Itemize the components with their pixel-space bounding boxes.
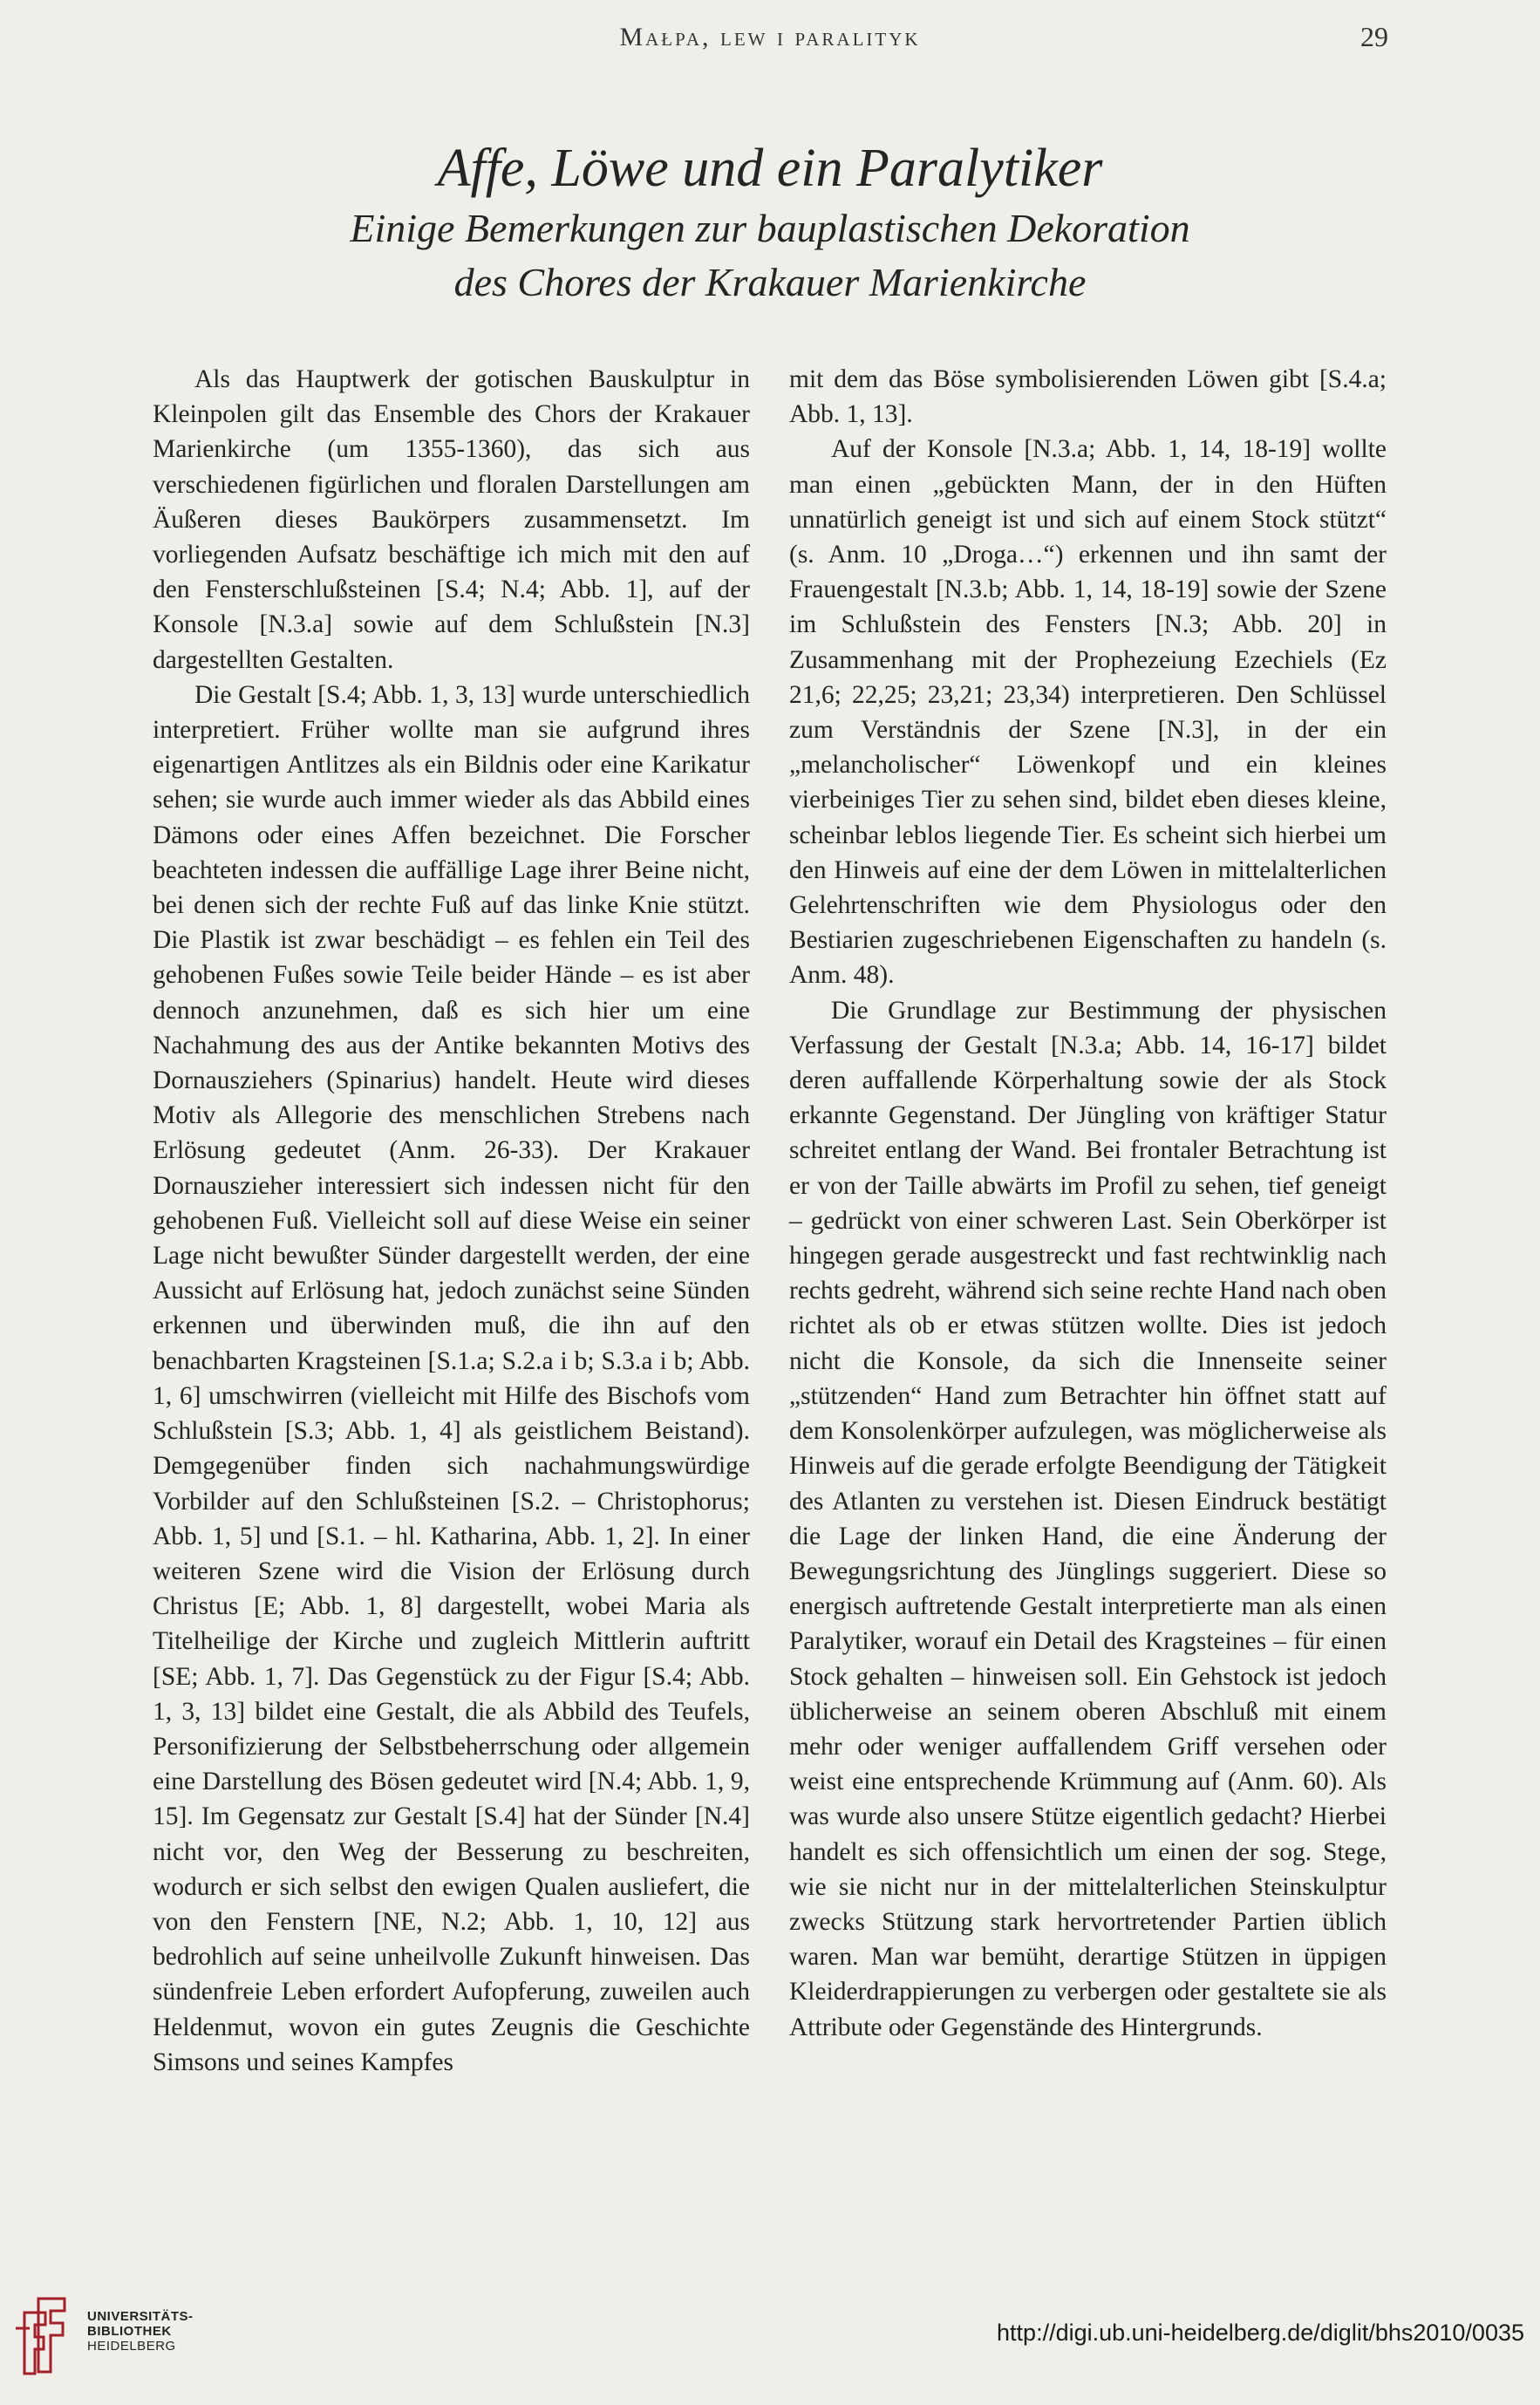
paragraph: mit dem das Böse symbolisierenden Löwen gibt [S.4.a; Abb. 1, 13]. xyxy=(789,365,1387,429)
article-subtitle-line-1: Einige Bemerkungen zur bauplastischen Dekoration xyxy=(350,206,1190,250)
source-url-link[interactable]: http://digi.ub.uni-heidelberg.de/diglit/bhs2010/0035 xyxy=(997,2320,1524,2346)
paragraph: Auf der Konsole [N.3.a; Abb. 1, 14, 18-19] wollte man einen „gebückten Mann, der in den Hüften unnatürlich geneigt ist und sich auf einem Stock stützt“ (s. Anm. 10 „Droga…“) erkennen und ihn samt der Frauengestalt [N.3.b; Abb. 1, 14, 18-19] sowie der Szene im Schlußstein des Fensters [N.3; Abb. 20] in Zusammenhang mit der Prophezeiung Ezechiels (Ez 21,6; 22,25; 23,21; 23,34) interpretieren. Den Schlüssel zum Verständnis der Szene [N.3], in der ein „melancholischer“ Löwenkopf und ein kleines vierbeiniges Tier zu sehen sind, bildet eben dieses kleine, scheinbar leblos liegende Tier. Es scheint sich hierbei um den Hinweis auf eine der dem Löwen in mittelalterlichen Gelehrtenschriften wie dem Physiologus oder den Bestiarien zugeschriebenen Eigenschaften zu handeln (s. Anm. 48). xyxy=(789,435,1387,990)
page-number: 29 xyxy=(1360,21,1388,52)
article-title-block xyxy=(0,135,1540,310)
library-logo[interactable] xyxy=(12,2293,204,2389)
logo-line: UNIVERSITÄTS- xyxy=(87,2309,194,2324)
left-column xyxy=(153,362,750,2080)
running-header: Małpa, lew i paralityk xyxy=(619,23,921,51)
logo-line: HEIDELBERG xyxy=(87,2339,176,2354)
library-logo-text xyxy=(87,2309,194,2354)
paragraph: Die Gestalt [S.4; Abb. 1, 3, 13] wurde unterschiedlich interpretiert. Früher wollte man sie aufgrund ihres eigenartigen Antlitzes als ein Bildnis oder eine Karikatur sehen; sie wurde auch immer wieder als das Abbild eines Dämons oder eines Affen bezeichnet. Die Forscher beachteten indessen die auffällige Lage ihrer Beine nicht, bei denen sich der rechte Fuß auf das linke Knie stützt. Die Plastik ist zwar beschädigt – es fehlen ein Teil des gehobenen Fußes sowie Teile beider Hände – es ist aber dennoch anzunehmen, daß es sich hier um eine Nachahmung des aus der Antike bekannten Motivs des Dornausziehers (Spinarius) handelt. Heute wird dieses Motiv als Allegorie des menschlichen Strebens nach Erlösung gedeutet (Anm. 26-33). Der Krakauer Dornauszieher interessiert sich indessen nicht für den gehobenen Fuß. Vielleicht soll auf diese Weise ein seiner Lage nicht bewußter Sünder dargestellt werden, der eine Aussicht auf Erlösung hat, jedoch zunächst seine Sünden erkennen und überwinden muß, die ihn auf den benachbarten Kragsteinen [S.1.a; S.2.a i b; S.3.a i b; Abb. 1, 6] umschwirren (vielleicht mit Hilfe des Bischofs vom Schlußstein [S.3; Abb. 1, 4] als geistlichem Beistand). Demgegenüber finden sich nachahmungswürdige Vorbilder auf den Schlußsteinen [S.2. – Christophorus; Abb. 1, 5] und [S.1. – hl. Katharina, Abb. 1, 2]. In einer weiteren Szene wird die Vision der Erlösung durch Christus [E; Abb. 1, 8] dargestellt, wobei Maria als Titelheilige der Kirche und zugleich Mittlerin auftritt [SE; Abb. 1, 7]. Das Gegenstück zu der Figur [S.4; Abb. 1, 3, 13] bildet eine Gestalt, die als Abbild des Teufels, Personifizierung der Selbstbeherrschung oder allgemein eine Darstellung des Bösen gedeutet wird [N.4; Abb. 1, 9, 15]. Im Gegensatz zur Gestalt [S.4] hat der Sünder [N.4] nicht vor, den Weg der Besserung zu beschreiten, wodurch er sich selbst den ewigen Qualen ausliefert, die von den Fenstern [NE, N.2; Abb. 1, 10, 12] aus bedrohlich auf seine unheilvolle Zukunft hinweisen. Das sündenfreie Leben erfordert Aufopferung, zuweilen auch Heldenmut, wovon ein gutes Zeugnis die Geschichte Simsons und seines Kampfes xyxy=(153,680,750,2076)
library-emblem-icon xyxy=(12,2293,72,2377)
article-title: Affe, Löwe und ein Paralytiker xyxy=(437,139,1103,198)
paragraph: Als das Hauptwerk der gotischen Bauskulptur in Kleinpolen gilt das Ensemble des Chors der Krakauer Marienkirche (um 1355-1360), das sich aus verschiedenen figürlichen und floralen Darstellungen am Äußeren dieses Baukörpers zusammensetzt. Im vorliegenden Aufsatz beschäftige ich mich mit den auf den Fensterschlußsteinen [S.4; N.4; Abb. 1], auf der Konsole [N.3.a] sowie auf dem Schlußstein [N.3] dargestellten Gestalten. xyxy=(153,365,750,674)
right-column xyxy=(789,362,1387,2045)
paragraph: Die Grundlage zur Bestimmung der physischen Verfassung der Gestalt [N.3.a; Abb. 14, 16-17] bildet deren auffallende Körperhaltung sowie der als Stock erkannte Gegenstand. Der Jüngling von kräftiger Statur schreitet entlang der Wand. Bei frontaler Betrachtung ist er von der Taille abwärts im Profil zu sehen, tief geneigt – gedrückt von einer schweren Last. Sein Oberkörper ist hingegen gerade ausgestreckt und fast rechtwinklig nach rechts gedreht, während sich seine rechte Hand nach oben richtet als ob er etwas stützen wollte. Dies ist jedoch nicht die Konsole, da sich die Innenseite seiner „stützenden“ Hand zum Betrachter hin öffnet statt auf dem Konsolenkörper aufzulegen, was möglicherweise als Hinweis auf die gerade erfolgte Beendigung der Tätigkeit des Atlanten zu verstehen ist. Diesen Eindruck bestätigt die Lage der linken Hand, die eine Änderung der Bewegungsrichtung des Jünglings suggeriert. Diese so energisch auftretende Gestalt interpretierte man als einen Paralytiker, worauf ein Detail des Kragsteines – für einen Stock gehalten – hinweisen soll. Ein Gehstock ist jedoch üblicherweise an seinem oberen Abschluß mit einem mehr oder weniger auffallendem Griff versehen oder weist eine entsprechende Krümmung auf (Anm. 60). Als was wurde also unsere Stütze eigentlich gedacht? Hierbei handelt es sich offensichtlich um einen der sog. Stege, wie sie nicht nur in der mittelalterlichen Steinskulptur zwecks Stützung stark hervortretender Partien üblich waren. Man war bemüht, derartige Stützen in üppigen Kleiderdrappierungen zu verbergen oder gestaltete sie als Attribute oder Gegenstände des Hintergrunds. xyxy=(789,996,1387,2041)
article-subtitle-line-2: des Chores der Krakauer Marienkirche xyxy=(453,260,1087,304)
logo-line: BIBLIOTHEK xyxy=(87,2324,172,2339)
